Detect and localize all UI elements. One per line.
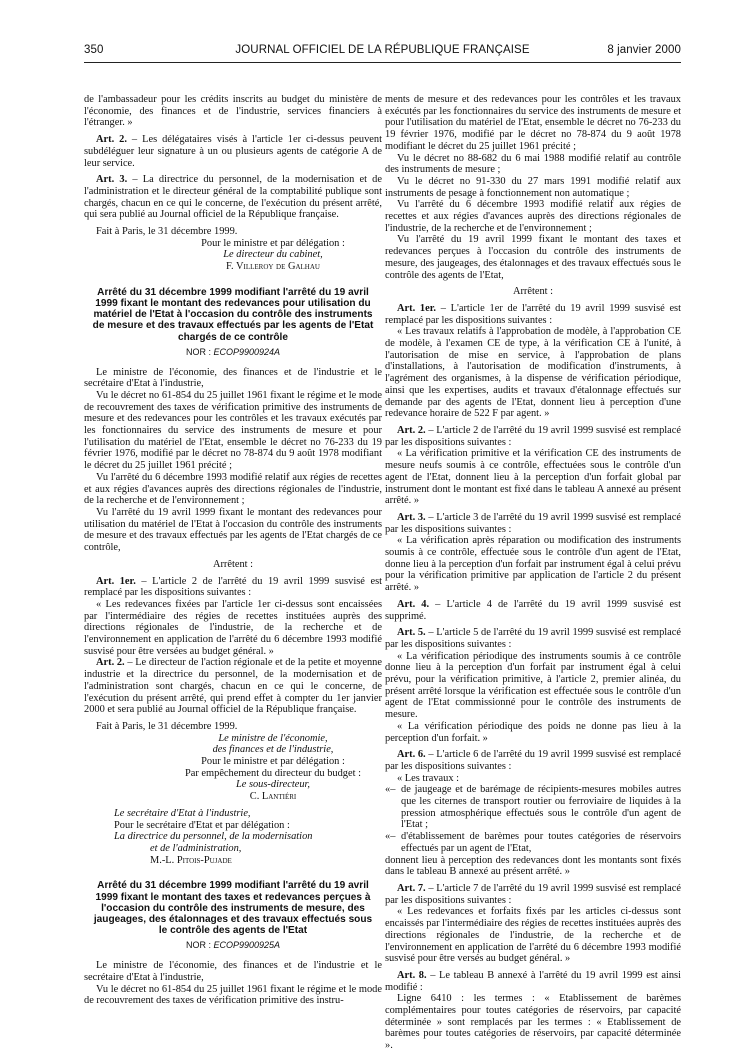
article-1: [84, 576, 382, 599]
article-label: Art. 1er.: [397, 302, 436, 314]
article-label: Art. 2.: [96, 134, 127, 146]
paragraph: de l'ambassadeur pour les crédits inscrits au budget du ministère de l'économie, des finances et de l'industrie, services financiers à l'étranger. »: [84, 94, 382, 129]
article-text: – La directrice du personnel, de la modernisation et de l'administration et le directeur général de la comptabilité publique sont chargés, chacun en ce qui le concerne, de l'exécution du présent arrêté, qui sera publié au Journal officiel de la République française.: [84, 174, 382, 221]
nor-label: NOR :: [185, 940, 214, 951]
article-7: [385, 883, 681, 906]
done-at: Fait à Paris, le 31 décembre 1999.: [96, 226, 238, 238]
article-text: – Le directeur de l'action régionale et de la petite et moyenne industrie et la directrice du personnel, de la modernisation et de l'administration sont chargés, chacun en ce qui le concerne, de l'exécution du présent arrêté, qui prend effet à compter du 1er janvier 2000 et sera publié au Journal officiel de la République française.: [84, 657, 382, 716]
signature-line: Pour le ministre et par délégation :: [201, 756, 345, 768]
signatory-name: F. Villeroy de Galhau: [226, 261, 320, 273]
article-label: Art. 7.: [397, 883, 426, 894]
nor-reference: [84, 940, 382, 952]
article-3: [385, 512, 681, 535]
article-text: – L'article 2 de l'arrêté du 19 avril 1999 susvisé est remplacé par les dispositions suivantes :: [84, 575, 382, 599]
article-label: Art. 2.: [96, 657, 125, 669]
paragraph: Vu l'arrêté du 6 décembre 1993 modifié relatif aux régies de recettes et aux régies d'avances auprès des directions régionales de l'industrie, de la recherche et de l'environnement ;: [84, 471, 382, 507]
article-3: [84, 174, 382, 221]
journal-title: JOURNAL OFFICIEL DE LA RÉPUBLIQUE FRANÇAISE: [235, 44, 530, 56]
signature-title: La directrice du personnel, de la modernisation: [114, 831, 313, 843]
issue-date: 8 janvier 2000: [607, 44, 681, 56]
signature-title: et de l'administration,: [150, 842, 242, 854]
article-label: Art. 4.: [397, 598, 430, 610]
done-at: Fait à Paris, le 31 décembre 1999.: [96, 720, 238, 732]
article-1: [385, 303, 681, 326]
quoted-text: « Les travaux :: [397, 772, 460, 784]
quoted-text: « La vérification périodique des poids ne donne pas lieu à la perception d'un forfait. »: [385, 720, 681, 744]
signature-title: Le directeur du cabinet,: [223, 249, 323, 261]
left-column: [84, 94, 382, 1007]
paragraph: Vu le décret no 91-330 du 27 mars 1991 modifié relatif aux instruments de pesage à fonctionnement non automatique ;: [385, 175, 681, 199]
paragraph: Vu le décret no 61-854 du 25 juillet 1961 fixant le régime et le mode de recouvrement des taxes de vérification primitive des instruments de mesure et des redevances pour les contrôles et les travaux exécutés par les fonctionnaires du service des instruments de mesure et pour l'utilisation du matériel de l'Etat, ensemble le décret no 76-233 du 19 février 1976, modifié par le décret no 78-874 du 9 août 1978 modifiant le décret du 25 juillet 1961 précité ;: [84, 389, 382, 472]
signature-line: Par empêchement du directeur du budget :: [184, 767, 361, 779]
quoted-text: « Les travaux relatifs à l'approbation de modèle, à l'approbation CE de modèle, à l'examen CE de type, à la vérification CE à l'unité, à l'autorisation de mise en service, à l'approbation de plans d'installations, à l'autorisation de modification d'instruments, à l'agrément des organismes, à la dispense de vérification périodique, ainsi que les expertises, audits et travaux d'étalonnage effectués sur demande par des agents de l'Etat, donnent lieu à perception d'une redevance horaire de 522 F par agent. »: [385, 326, 681, 420]
article-text: – L'article 2 de l'arrêté du 19 avril 1999 susvisé est remplacé par les dispositions suivantes :: [385, 424, 681, 448]
signature-title: des finances et de l'industrie,: [212, 744, 334, 756]
signature-title: Le ministre de l'économie,: [218, 732, 328, 744]
nor-code: ECOP9900924A: [213, 346, 281, 357]
right-column: [385, 94, 681, 1052]
article-label: Art. 3.: [397, 511, 426, 523]
paragraph: Vu le décret no 88-682 du 6 mai 1988 modifié relatif au contrôle des instruments de mesure ;: [385, 152, 681, 176]
article-2: [84, 134, 382, 169]
signatory-name: C. Lantiéri: [249, 791, 297, 803]
quoted-text: « La vérification après réparation ou modification des instruments soumis à ce contrôle, effectuée sous le contrôle d'un agent de l'Etat, donne lieu à la perception d'un forfait par instrument égal à celui prévu pour la vérification primitive par application de l'article 2 du présent arrêté. »: [385, 535, 681, 594]
quoted-text: « La vérification périodique des instruments soumis à ce contrôle donne lieu à la perception d'un forfait par instrument égal à celui prévu, pour la vérification primitive, à l'article 2, premier alinéa, du présent arrêté lorsque la vérification est effectuée sous le contrôle d'un agent de l'Etat commissionné pour le contrôle des instruments de mesure.: [385, 650, 681, 721]
quoted-text: « Les redevances et forfaits fixés par les articles ci-dessus sont encaissés par l'intermédiaire des régies de recettes instituées auprès des directions régionales de l'industrie, de la recherche et de l'environnement en application de l'arrêté du 6 décembre 1993 modifié susvisé pour être versés au budget général. »: [385, 906, 681, 965]
signature-line: Pour le secrétaire d'Etat et par délégation :: [114, 819, 290, 831]
article-2: [385, 425, 681, 448]
works-list: [385, 784, 681, 854]
list-item: «– de jaugeage et de barémage de récipients-mesures mobiles autres que les citernes de transport routier ou ferroviaire de liquides à la pression atmosphérique effectués sous le contrôle d'un agent de l'Etat ;: [385, 784, 681, 831]
decree-heading: Arrêté du 31 décembre 1999 modifiant l'arrêté du 19 avril 1999 fixant le montant des redevances pour utilisation du matériel de l'Etat à l'occasion du contrôle des instruments de mesure et des travaux effectués par les agents de l'Etat chargés de ce contrôle: [92, 286, 374, 343]
article-text: – L'article 7 de l'arrêté du 19 avril 1999 susvisé est remplacé par les dispositions suivantes :: [385, 883, 681, 906]
article-text: – Le tableau B annexé à l'arrêté du 19 avril 1999 est ainsi modifié :: [385, 969, 681, 993]
signature-title: Le sous-directeur,: [235, 779, 311, 791]
paragraph: Vu le décret no 61-854 du 25 juillet 1961 fixant le régime et le mode de recouvrement des taxes de vérification primitive des instru-: [84, 983, 382, 1007]
list-item: «– d'établissement de barèmes pour toutes catégories de réservoirs effectués par un agent de l'Etat,: [385, 831, 681, 854]
nor-reference: [84, 347, 382, 359]
quoted-text: « La vérification primitive et la vérification CE des instruments de mesure neufs soumis à ce contrôle, effectuées sous le contrôle d'un agent de l'Etat, donnent lieu à la perception d'un forfait global par instrument dont le montant est fixé dans le tableau A annexé au présent arrêté. »: [385, 448, 681, 507]
article-text: – L'article 5 de l'arrêté du 19 avril 1999 susvisé est remplacé par les dispositions suivantes :: [385, 627, 681, 650]
paragraph: Le ministre de l'économie, des finances et de l'industrie et le secrétaire d'Etat à l'industrie,: [84, 960, 382, 983]
article-text: – L'article 3 de l'arrêté du 19 avril 1999 susvisé est remplacé par les dispositions suivantes :: [385, 511, 681, 535]
page-number: 350: [84, 44, 104, 56]
signatory-name: M.-L. Pitois-Pujade: [150, 854, 232, 866]
article-6: [385, 749, 681, 772]
article-5: [385, 627, 681, 650]
article-label: Art. 1er.: [96, 575, 136, 587]
paragraph: Vu l'arrêté du 6 décembre 1993 modifié relatif aux régies de recettes et aux régies d'avances auprès des directions régionales de l'industrie, de la recherche et de l'environnement ;: [385, 199, 681, 234]
paragraph: Vu l'arrêté du 19 avril 1999 fixant le montant des redevances pour utilisation du matériel de l'Etat à l'occasion du contrôle des instruments de mesure et des travaux effectués par les agents de l'Etat chargés de ce contrôle,: [84, 507, 382, 554]
quoted-text: « Les redevances fixées par l'article 1er ci-dessus sont encaissées par l'intermédiaire des régies de recettes instituées auprès des directions régionales de l'industrie, de la recherche et de l'environnement en application de l'arrêté du 6 décembre 1993 modifié susvisé pour être versées au budget général. »: [84, 598, 382, 657]
article-text: – L'article 6 de l'arrêté du 19 avril 1999 susvisé est remplacé par les dispositions suivantes :: [385, 749, 681, 772]
article-2b: [84, 657, 382, 716]
article-text: – L'article 4 de l'arrêté du 19 avril 1999 susvisé est supprimé.: [385, 598, 681, 622]
paragraph: Le ministre de l'économie, des finances et de l'industrie et le secrétaire d'Etat à l'industrie,: [84, 366, 382, 390]
article-text: – L'article 1er de l'arrêté du 19 avril 1999 susvisé est remplacé par les dispositions suivantes :: [385, 302, 681, 326]
article-text: – Les délégataires visés à l'article 1er ci-dessus peuvent subdéléguer leur signature à un ou plusieurs agents de catégorie A de leur service.: [84, 134, 382, 169]
article-label: Art. 8.: [397, 969, 427, 981]
article-label: Art. 6.: [397, 749, 426, 761]
page-header: [84, 44, 681, 58]
nor-label: NOR :: [185, 346, 214, 357]
article-label: Art. 3.: [96, 174, 128, 186]
article-label: Art. 2.: [397, 424, 426, 436]
quoted-text: Ligne 6410 : les termes : « Etablissement de barèmes complémentaires pour toutes catégories de réservoirs, par capacité déterminée » sont remplacés par les termes : « Etablissement de barèmes pour toutes catégories de réservoirs, par capacité déterminée ».: [385, 993, 681, 1052]
arretent: Arrêtent :: [512, 286, 554, 298]
signature-title: Le secrétaire d'Etat à l'industrie,: [114, 807, 251, 819]
decree-heading: Arrêté du 31 décembre 1999 modifiant l'arrêté du 19 avril 1999 fixant le montant des taxes et redevances perçues à l'occasion du contrôle des instruments de mesure, des jaugeages, des étalonnages et des travaux effectués sous le contrôle des agents de l'Etat: [93, 880, 373, 937]
header-rule: [84, 62, 681, 63]
nor-code: ECOP9900925A: [213, 940, 281, 951]
signature-line: Pour le ministre et par délégation :: [201, 237, 345, 249]
article-label: Art. 5.: [397, 627, 426, 639]
paragraph: Vu l'arrêté du 19 avril 1999 fixant le montant des taxes et redevances perçues à l'occasion du contrôle des instruments de mesure, des jaugeages, des étalonnages et des travaux effectués sous le contrôle des agents de l'Etat,: [385, 234, 681, 281]
arretent: Arrêtent :: [212, 558, 254, 570]
paragraph: ments de mesure et des redevances pour les contrôles et les travaux exécutés par les fonctionnaires du service des instruments de mesure et pour l'utilisation du matériel de l'Etat, ensemble le décret no 76-233 du 19 février 1976, modifié par le décret no 78-874 du 9 août 1978 modifiant le décret du 25 juillet 1961 précité ;: [385, 94, 681, 152]
article-4: [385, 599, 681, 622]
quoted-text: donnent lieu à perception des redevances dont les montants sont fixés dans le tableau B annexé au présent arrêté. »: [385, 854, 681, 878]
